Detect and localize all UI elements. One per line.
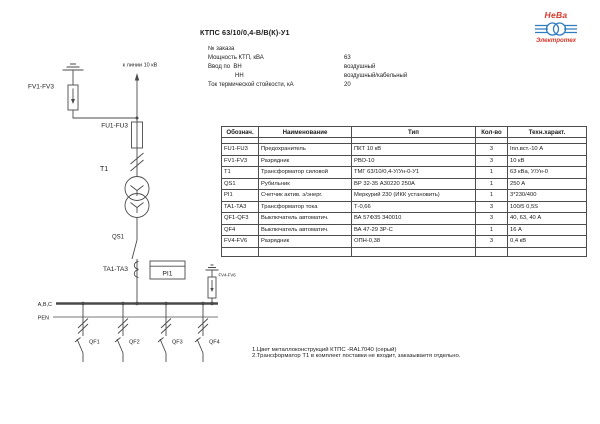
spec-value: воздушный/кабельный (344, 73, 408, 80)
table-cell: 3*230/400 (508, 190, 587, 202)
ground-icon (206, 265, 219, 277)
table-row (222, 201, 587, 213)
table-empty-row (222, 247, 587, 256)
logo (529, 11, 583, 44)
table-cell: Разрядник (259, 155, 352, 167)
page-title: КТПС 63/10/0,4-В/В(К)-У1 (200, 28, 290, 37)
note-line: 1.Цвет металлоконструкций КТПС -RAL7040 (серый) (252, 347, 397, 353)
table-cell: TA1-TA3 (222, 201, 259, 213)
table-cell: 3 (476, 236, 508, 248)
column-header: Тип (352, 127, 476, 138)
table-cell: 3 (476, 144, 508, 156)
table-cell: ВА 47-29 3Р-С (352, 224, 476, 236)
table-cell: Предохранитель (259, 144, 352, 156)
table-cell: РВО-10 (352, 155, 476, 167)
table-cell: QF1-QF3 (222, 213, 259, 225)
spec-label: Ввод по ВН (208, 63, 242, 70)
spec-label: Ток термической стойкости, кА (208, 82, 294, 89)
label-qf2: QF2 (129, 339, 140, 346)
table-header-row (222, 127, 587, 138)
logo-text-top: НеВа (544, 10, 568, 20)
table-cell: Т-0,66 (352, 201, 476, 213)
table-row (222, 190, 587, 202)
switch-blade (132, 240, 137, 259)
table-cell: 1 (476, 167, 508, 179)
table-cell: Выключатель автоматич. (259, 224, 352, 236)
surge-arrester-symbol (208, 277, 216, 303)
table-cell (259, 247, 352, 256)
junction-dot (136, 117, 139, 120)
table-cell: 250 А (508, 178, 587, 190)
table-cell: 1 (476, 178, 508, 190)
table-row (222, 178, 587, 190)
table-cell: QS1 (222, 178, 259, 190)
column-header: Обознач. (222, 127, 259, 138)
spec-value: воздушный (344, 63, 376, 70)
table-row (222, 224, 587, 236)
spec-value: 63 (344, 54, 351, 61)
table-cell: 3 (476, 213, 508, 225)
label-bus-abc: А,В,С (37, 302, 52, 308)
label-pen: PEN (37, 315, 49, 322)
label-fu1-fu3: FU1-FU3 (101, 122, 128, 130)
transformer-symbol (125, 177, 149, 218)
feeder-breaker-symbol (75, 304, 88, 363)
table-cell: FV1-FV3 (222, 155, 259, 167)
ground-icon (63, 64, 84, 85)
label-t1: T1 (100, 166, 109, 173)
table-cell: QF4 (222, 224, 259, 236)
current-transformer-symbol (134, 262, 138, 278)
spec-label: Мощность КТП, кВА (208, 54, 264, 61)
table-row (222, 155, 587, 167)
table-cell: Разрядник (259, 236, 352, 248)
table-cell: FU1-FU3 (222, 144, 259, 156)
table-row (222, 167, 587, 179)
table-cell (476, 247, 508, 256)
label-qs1: QS1 (111, 234, 124, 241)
column-header: Наименование (259, 127, 352, 138)
table-cell: Выключатель автоматич. (259, 213, 352, 225)
table-row (222, 144, 587, 156)
note-line: 2.Трансформатор Т1 в комплект поставки не входит, заказываетя отдельно. (252, 353, 461, 360)
table-cell: 1 (476, 190, 508, 202)
logo-text-bottom: Электротех (535, 36, 577, 44)
column-header: Кол-во (476, 127, 508, 138)
table-cell: 16 А (508, 224, 587, 236)
table-cell: Iпл.вст.-10 А (508, 144, 587, 156)
table-cell: 40, 63, 40 А (508, 213, 587, 225)
table-cell: Рубильник (259, 178, 352, 190)
table-cell: ОПН-0,38 (352, 236, 476, 248)
component-table-head (222, 127, 587, 144)
table-cell: ПКТ 10 кВ (352, 144, 476, 156)
table-cell (352, 247, 476, 256)
table-cell: 0,4 кВ (508, 236, 587, 248)
label-ta1-ta3: TA1-TA3 (102, 266, 128, 273)
spec-value: 20 (344, 82, 351, 89)
notes-block (252, 347, 460, 360)
table-cell: T1 (222, 167, 259, 179)
surge-arrester-symbol (68, 85, 78, 110)
table-cell (508, 247, 587, 256)
label-fv4-fv6: FV4-FV6 (218, 272, 236, 278)
component-table-foot (222, 247, 587, 256)
table-cell: Трансформатор тока (259, 201, 352, 213)
label-qf4: QF4 (209, 339, 220, 346)
label-line-10kv: к линии 10 кВ (122, 62, 158, 69)
table-cell: Трансформатор силовой (259, 167, 352, 179)
table-cell: 10 кВ (508, 155, 587, 167)
spec-label: НН (235, 73, 244, 80)
diagram-graphics (53, 64, 219, 362)
label-qf1: QF1 (89, 339, 100, 346)
table-row (222, 236, 587, 248)
component-table (221, 126, 587, 257)
table-cell: PI1 (222, 190, 259, 202)
table-cell: ВР 32-35 А30220 250А (352, 178, 476, 190)
table-cell: ВА 57Ф35 340010 (352, 213, 476, 225)
column-header: Техн.характ. (508, 127, 587, 138)
feeder-breaker-symbol (115, 304, 128, 363)
table-cell: Меркурий 230 (ИКК установить) (352, 190, 476, 202)
feeder-breaker-symbol (195, 304, 208, 363)
table-cell: 3 (476, 155, 508, 167)
table-cell: 1 (476, 224, 508, 236)
table-cell: 100/5 0,5S (508, 201, 587, 213)
feeder-breaker-symbol (158, 304, 171, 363)
junction-dot (135, 302, 138, 305)
table-cell: Счетчик актив. э/энерг. (259, 190, 352, 202)
single-line-diagram (0, 0, 250, 380)
transformer-logo-icon (535, 21, 577, 37)
table-cell: 63 кВа, У/Ун-0 (508, 167, 587, 179)
label-qf3: QF3 (172, 339, 183, 346)
junction-dot (210, 302, 213, 305)
component-table-body (222, 144, 587, 248)
table-cell: FV4-FV6 (222, 236, 259, 248)
label-fv1-fv3: FV1-FV3 (28, 83, 55, 91)
label-pi1: PI1 (162, 270, 173, 278)
table-cell: ТМГ 63/10/0,4-У/Ун-0-У1 (352, 167, 476, 179)
table-row (222, 213, 587, 225)
table-cell: 3 (476, 201, 508, 213)
spec-label: № заказа (208, 45, 235, 52)
